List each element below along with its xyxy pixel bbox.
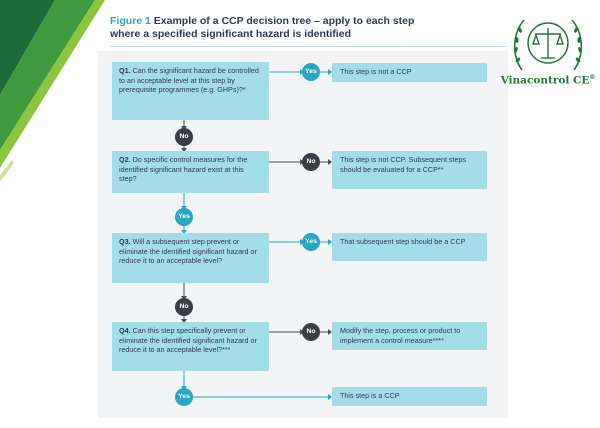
title-line-2: where a specified significant hazard is identified — [110, 28, 351, 40]
question-2-number: Q2. — [119, 155, 131, 164]
question-1-number: Q1. — [119, 66, 131, 75]
question-3-number: Q3. — [119, 237, 131, 246]
q3-no-badge: No — [175, 298, 193, 316]
outcome-1-box — [332, 63, 487, 82]
question-3-box — [112, 233, 269, 283]
outcome-5-text: This step is a CCP — [340, 391, 400, 400]
question-1-text: Can the significant hazard be controlled to an acceptable level at this step by prerequisite programmes (e.g. GHPs)?* — [119, 66, 259, 95]
q1-no-badge: No — [175, 128, 193, 146]
question-4-text: Can this step specifically prevent or eliminate the identified significant hazard or reduce it to an acceptable level?*** — [119, 326, 257, 355]
q4-no-badge: No — [302, 323, 320, 341]
figure-label: Figure 1 — [110, 15, 151, 27]
outcome-5-box — [332, 387, 487, 406]
question-2-box — [112, 151, 269, 193]
question-3-text: Will a subsequent step prevent or eliminate the identified significant hazard or reduce it to an acceptable level? — [119, 237, 257, 266]
q3-yes-badge: Yes — [302, 233, 320, 251]
title-line-1: Example of a CCP decision tree – apply to each step — [153, 15, 415, 27]
question-4-number: Q4. — [119, 326, 131, 335]
outcome-4-box — [332, 322, 487, 350]
outcome-2-box — [332, 151, 487, 189]
q4-yes-badge: Yes — [175, 388, 193, 406]
question-4-box — [112, 322, 269, 371]
q2-no-badge: No — [302, 153, 320, 171]
logo-wordmark: Vinacontrol CE® — [500, 74, 596, 87]
outcome-3-text: That subsequent step should be a CCP — [340, 237, 466, 246]
outcome-3-box — [332, 233, 487, 261]
outcome-2-text: This step is not CCP. Subsequent steps should be evaluated for a CCP** — [340, 155, 467, 174]
outcome-4-text: Modify the step, process or product to implement a control measure**** — [340, 326, 461, 345]
question-1-box — [112, 62, 269, 120]
q1-yes-badge: Yes — [302, 63, 320, 81]
outcome-1-text: This step is not a CCP — [340, 67, 412, 76]
q2-yes-badge: Yes — [175, 208, 193, 226]
question-2-text: Do specific control measures for the identified significant hazard exist at this step? — [119, 155, 248, 184]
